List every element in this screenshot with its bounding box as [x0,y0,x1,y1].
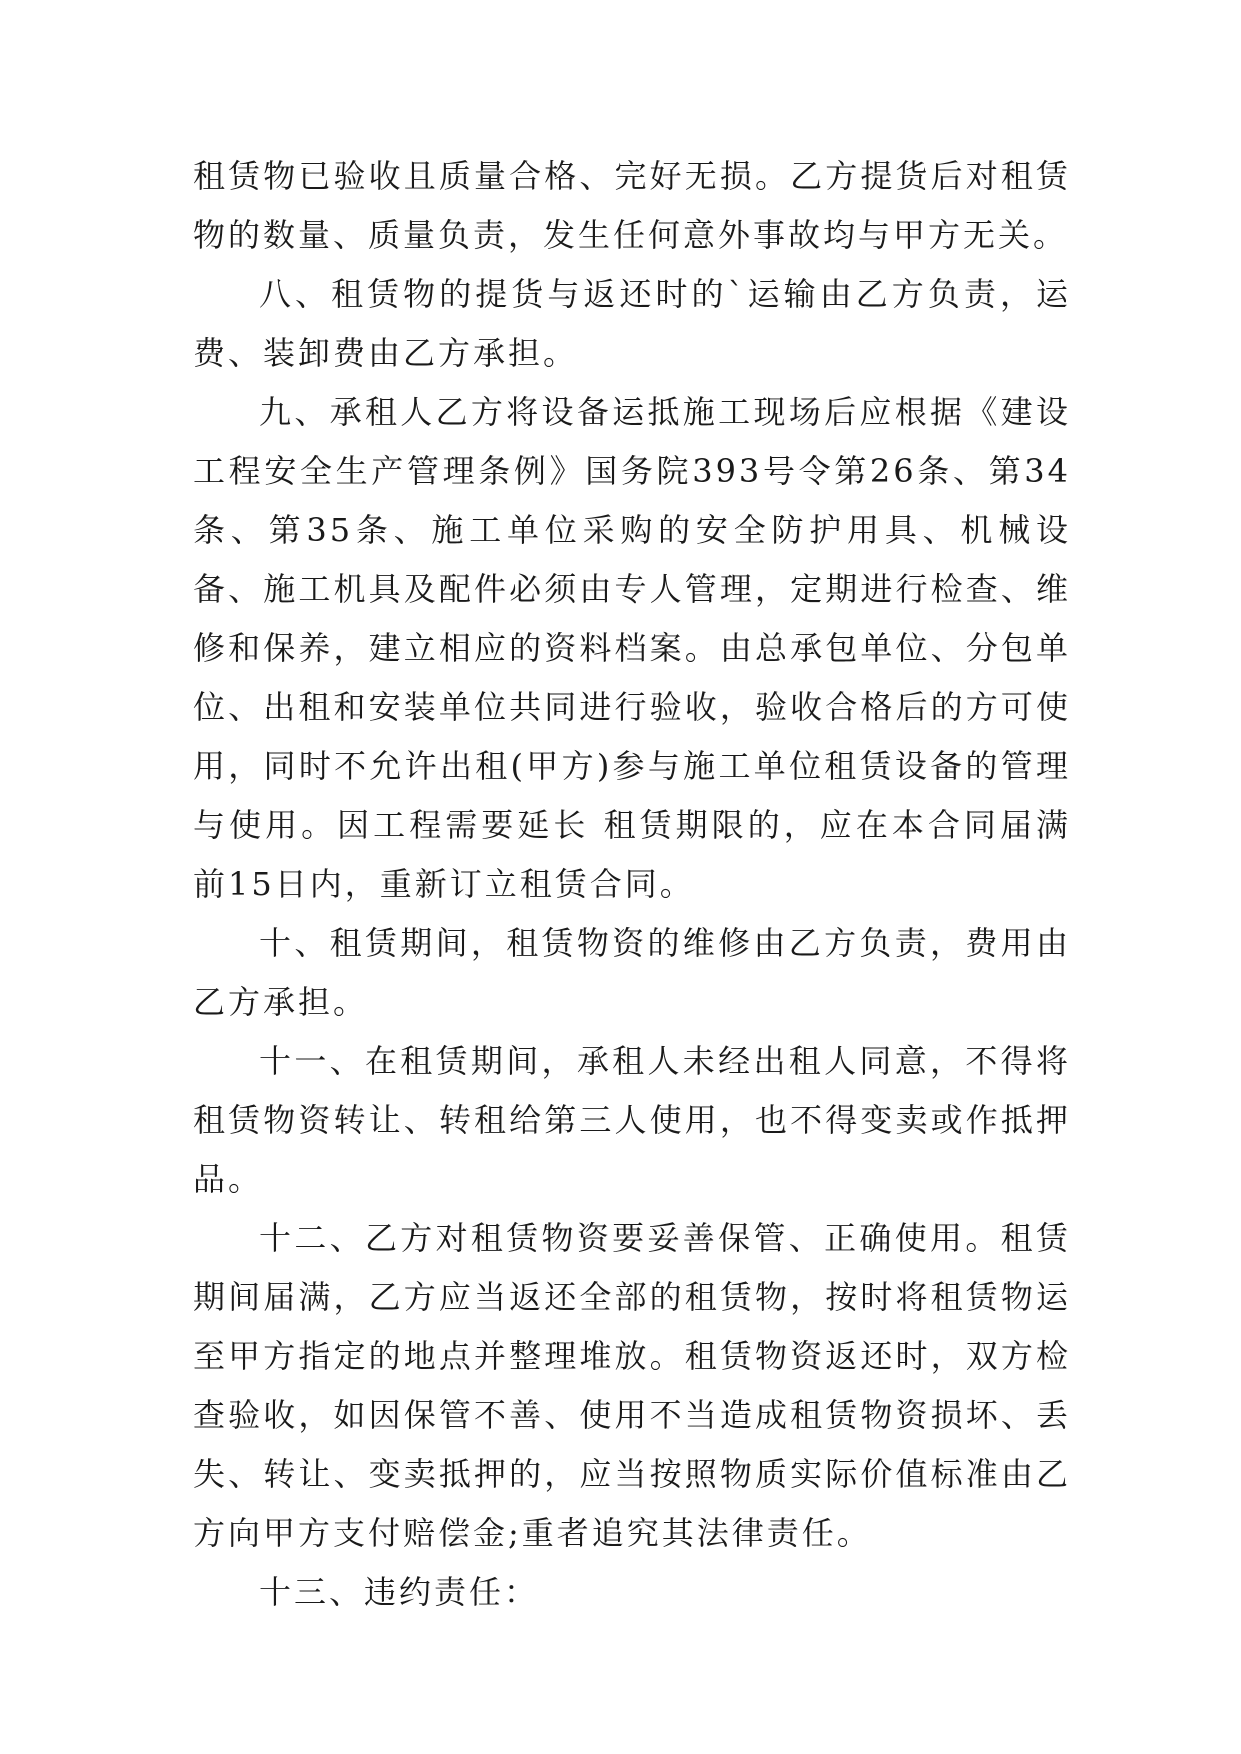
paragraph-clause-9: 九、承租人乙方将设备运抵施工现场后应根据《建设工程安全生产管理条例》国务院393号令第26条、第34条、第35条、施工单位采购的安全防护用具、机械设备、施工机具及配件必须由专人管理，定期进行检查、维修和保养，建立相应的资料档案。由总承包单位、分包单位、出租和安装单位共同进行验收，验收合格后的方可使用，同时不允许出租(甲方)参与施工单位租赁设备的管理与使用。因工程需要延长 租赁期限的，应在本合同届满前15日内，重新订立租赁合同。 [193,393,1071,903]
paragraph-clause-12: 十二、乙方对租赁物资要妥善保管、正确使用。租赁期间届满，乙方应当返还全部的租赁物，按时将租赁物运至甲方指定的地点并整理堆放。租赁物资返还时，双方检查验收，如因保管不善、使用不当造成租赁物资损坏、丢失、转让、变卖抵押的，应当按照物质实际价值标准由乙方向甲方支付赔偿金;重者追究其法律责任。 [193,1219,1071,1552]
paragraph-clause-13: 十三、违约责任： [259,1573,540,1611]
paragraph-clause-8: 八、租赁物的提货与返还时的`运输由乙方负责，运费、装卸费由乙方承担。 [193,275,1071,372]
paragraph-clause-10: 十、租赁期间，租赁物资的维修由乙方负责，费用由乙方承担。 [193,924,1071,1021]
paragraph-continuation: 租赁物已验收且质量合格、完好无损。乙方提货后对租赁物的数量、质量负责，发生任何意外事故均与甲方无关。 [193,157,1071,254]
paragraph-clause-11: 十一、在租赁期间，承租人未经出租人同意，不得将租赁物资转让、转租给第三人使用，也不得变卖或作抵押品。 [193,1042,1071,1198]
